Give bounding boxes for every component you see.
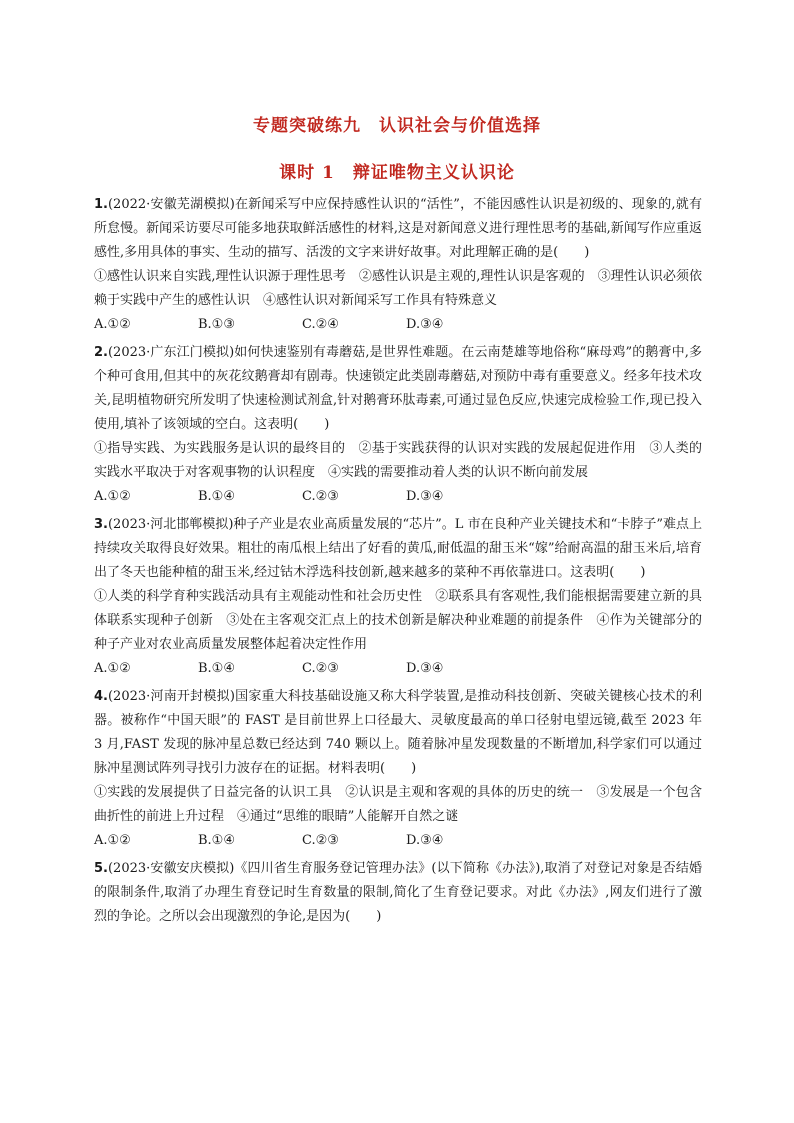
question-3 [94, 513, 702, 681]
option-d[interactable]: D.③④ [406, 317, 444, 332]
option-c[interactable]: C.②③ [302, 833, 339, 848]
question-stem: (2023·广东江门模拟)如何快速鉴别有毒蘑菇,是世界性难题。在云南楚雄等地俗称“麻母鸡”的鹅膏中,多个种可食用,但其中的灰花纹鹅膏却有剧毒。快速锁定此类剧毒蘑菇,对预防中毒有重要意义。经多年技术攻关,昆明植物研究所发明了快速检测试剂盒,针对鹅膏环肽毒素,可通过显色反应,快速完成检验工作,现已投入使用,填补了该领域的空白。这表明( ) [94, 345, 702, 432]
answer-options [94, 829, 702, 853]
question-number: 4. [94, 689, 108, 704]
question-items: ①感性认识来自实践,理性认识源于理性思考 ②感性认识是主观的,理性认识是客观的 ③理性认识必须依赖于实践中产生的感性认识 ④感性认识对新闻采写工作具有特殊意义 [94, 269, 702, 308]
option-a[interactable]: A.①② [94, 833, 131, 848]
question-number: 1. [94, 197, 108, 212]
option-c[interactable]: C.②③ [302, 661, 339, 676]
option-b[interactable]: B.①④ [198, 833, 235, 848]
question-stem: (2022·安徽芜湖模拟)在新闻采写中应保持感性认识的“活性”，不能因感性认识是初级的、现象的,就有所怠慢。新闻采访要尽可能多地获取鲜活感性的材料,这是对新闻意义进行理性思考的基础,新闻写作应重返感性,多用具体的事实、生动的描写、活泼的文字来讲好故事。对此理解正确的是( ) [94, 197, 702, 260]
option-b[interactable]: B.①④ [198, 489, 235, 504]
question-items: ①实践的发展提供了日益完备的认识工具 ②认识是主观和客观的具体的历史的统一 ③发展是一个包含曲折性的前进上升过程 ④通过“思维的眼睛”人能解开自然之谜 [94, 785, 702, 824]
answer-options [94, 657, 702, 681]
option-a[interactable]: A.①② [94, 489, 131, 504]
question-stem: (2023·河南开封模拟)国家重大科技基础设施又称大科学装置,是推动科技创新、突破关键核心技术的利器。被称作“中国天眼”的 FAST 是目前世界上口径最大、灵敏度最高的单口径射电望远镜,截至 2023 年 3 月,FAST 发现的脉冲星总数已经达到 740 颗以上。随着脉冲星发现数量的不断增加,科学家们可以通过脉冲星测试阵列寻找引力波存在的证据。材料表明( ) [94, 689, 702, 776]
answer-options [94, 485, 702, 509]
option-b[interactable]: B.①③ [198, 317, 235, 332]
question-4 [94, 685, 702, 853]
option-b[interactable]: B.①④ [198, 661, 235, 676]
option-d[interactable]: D.③④ [406, 661, 444, 676]
option-a[interactable]: A.①② [94, 317, 131, 332]
option-a[interactable]: A.①② [94, 661, 131, 676]
question-number: 3. [94, 517, 108, 532]
option-d[interactable]: D.③④ [406, 833, 444, 848]
option-c[interactable]: C.②④ [302, 317, 339, 332]
question-items: ①人类的科学育种实践活动具有主观能动性和社会历史性 ②联系具有客观性,我们能根据需要建立新的具体联系实现种子创新 ③处在主客观交汇点上的技术创新是解决种业难题的前提条件 ④作为关键部分的种子产业对农业高质量发展整体起着决定性作用 [94, 589, 702, 652]
question-stem: (2023·河北邯郸模拟)种子产业是农业高质量发展的“芯片”。L 市在良种产业关键技术和“卡脖子”难点上持续攻关取得良好效果。粗壮的南瓜根上结出了好看的黄瓜,耐低温的甜玉米“嫁”给耐高温的甜玉米后,培育出了冬天也能种植的甜玉米,经过钴木浮选科技创新,越来越多的菜种不再依靠进口。这表明( ) [94, 517, 702, 580]
question-5 [94, 857, 702, 929]
option-d[interactable]: D.③④ [406, 489, 444, 504]
option-c[interactable]: C.②③ [302, 489, 339, 504]
question-list [94, 193, 702, 933]
question-stem: (2023·安徽安庆模拟)《四川省生育服务登记管理办法》(以下简称《办法》),取消了对登记对象是否结婚的限制条件,取消了办理生育登记时生育数量的限制,简化了生育登记要求。对此《办法》,网友们进行了激烈的争论。之所以会出现激烈的争论,是因为( ) [94, 861, 702, 924]
question-number: 2. [94, 345, 108, 360]
lesson-subtitle: 课时 1 辩证唯物主义认识论 [279, 163, 515, 183]
answer-options [94, 313, 702, 337]
page-title: 专题突破练九 认识社会与价值选择 [253, 116, 541, 136]
question-number: 5. [94, 861, 108, 876]
question-items: ①指导实践、为实践服务是认识的最终目的 ②基于实践获得的认识对实践的发展起促进作用 ③人类的实践水平取决于对客观事物的认识程度 ④实践的需要推动着人类的认识不断向前发展 [94, 441, 702, 480]
question-1 [94, 193, 702, 337]
question-2 [94, 341, 702, 509]
